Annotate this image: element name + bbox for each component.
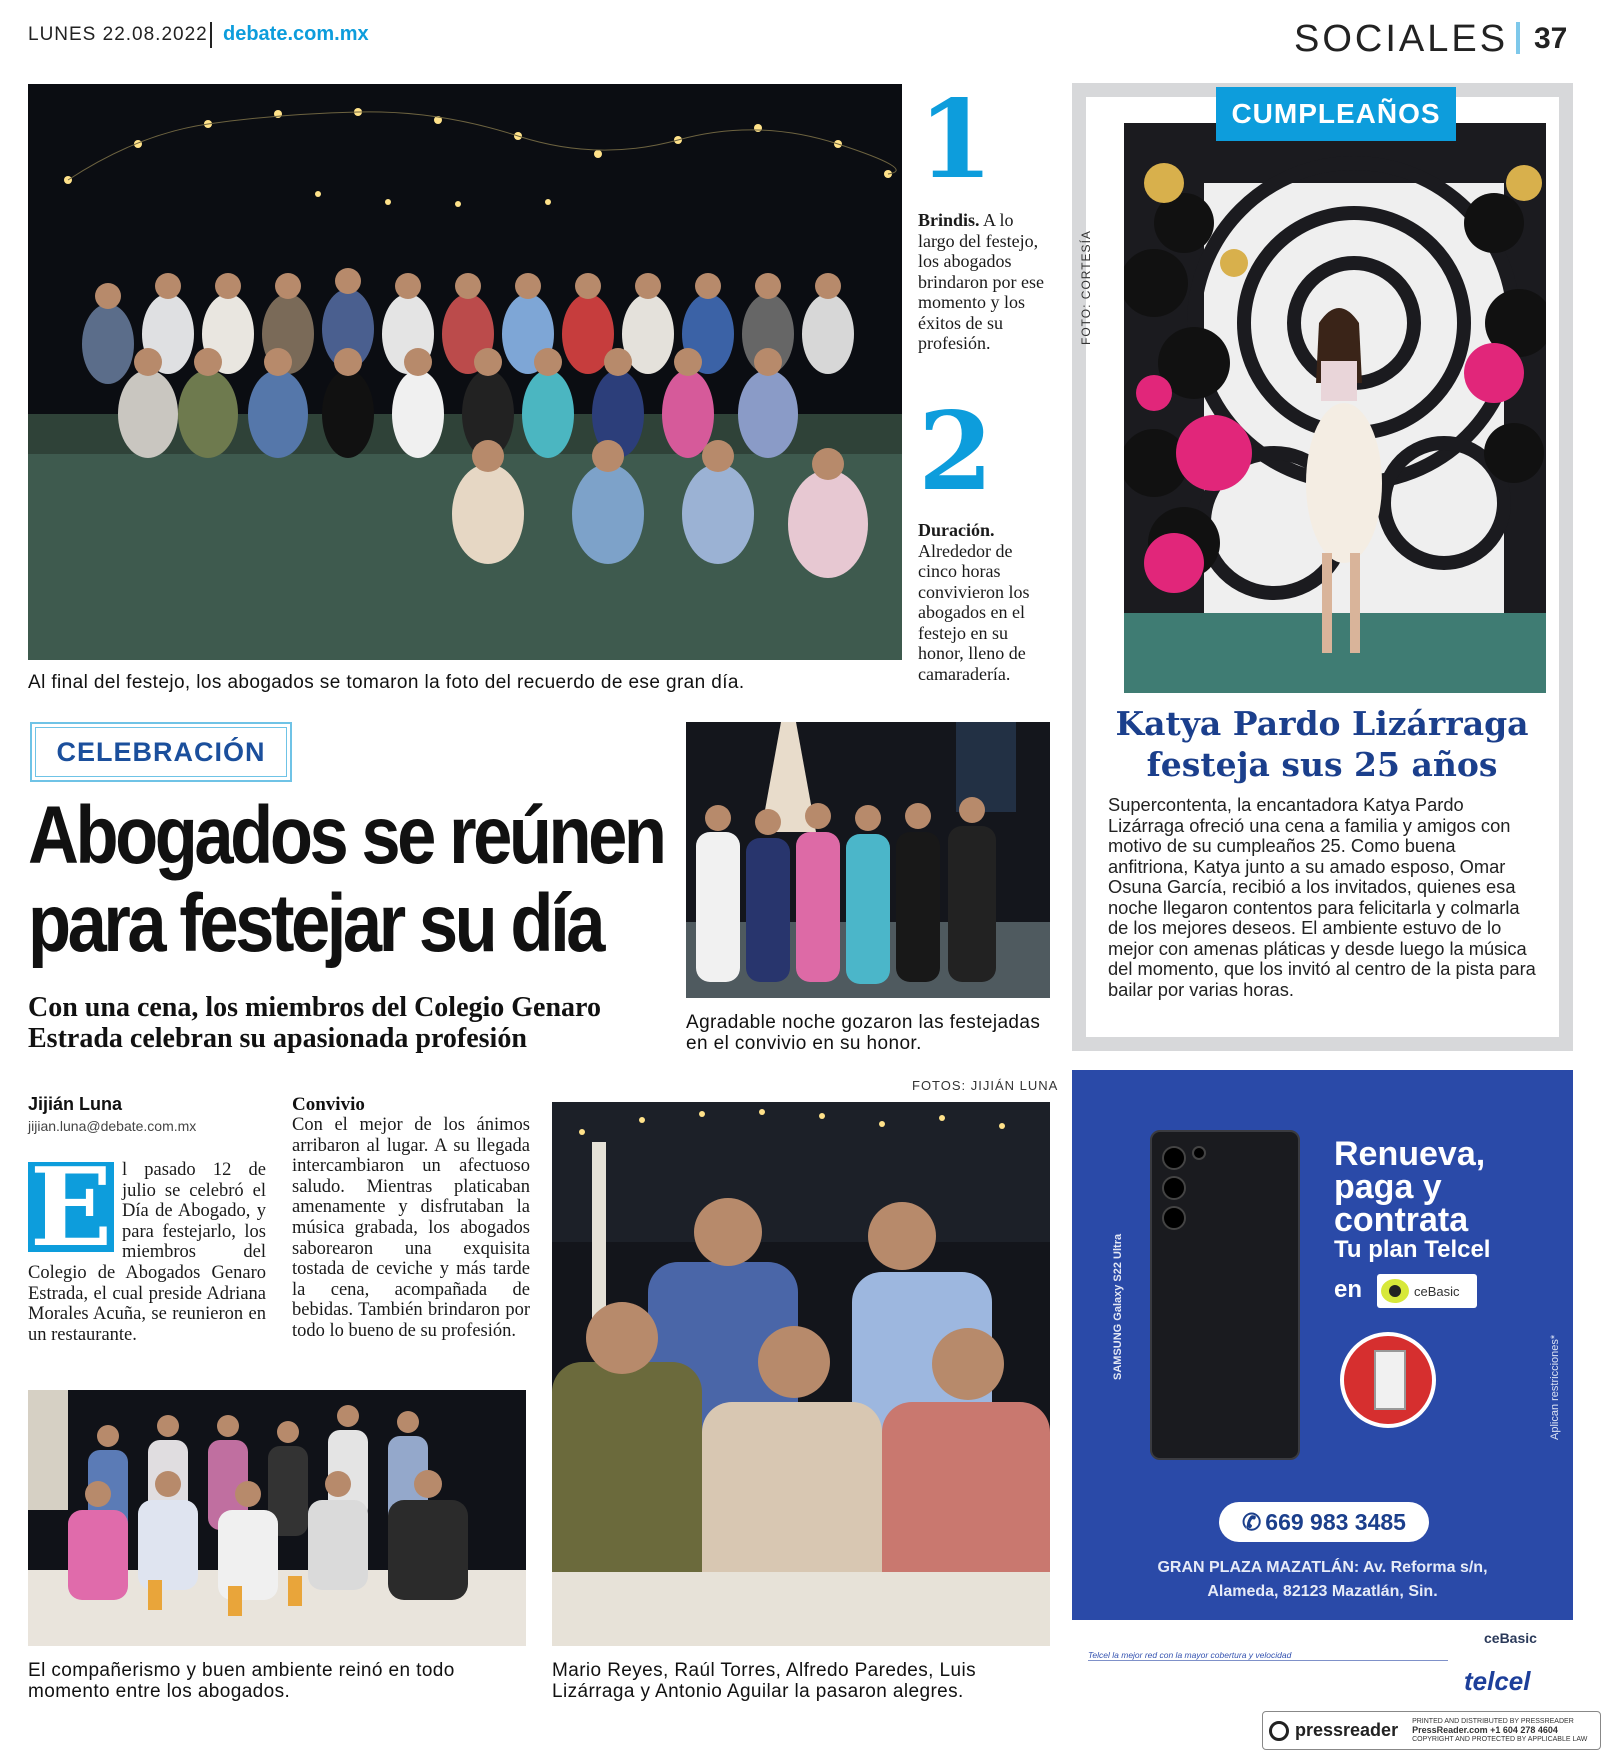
birthday-photo-credit: FOTO: CORTESÍA [1079, 230, 1093, 345]
phone-model-label: SAMSUNG Galaxy S22 Ultra [1112, 1233, 1124, 1380]
ad-tagline: Telcel la mejor red con la mayor cobertura y velocidad [1088, 1650, 1292, 1660]
birthday-title: Katya Pardo Lizárraga festeja sus 25 años [1115, 704, 1529, 784]
group-photo-caption: Al final del festejo, los abogados se tomaron la foto del recuerdo de ese gran día. [28, 672, 745, 693]
note-2-title: Duración. [918, 520, 995, 540]
cebasic-footer-logo: ceBasic [1484, 1630, 1537, 1646]
table-photo [28, 1390, 526, 1646]
five-men-photo [552, 1102, 1050, 1646]
note-2-text: Alrededor de cinco horas convivieron los abogados en el festejo en su honor, lleno de camaradería. [918, 540, 1030, 684]
headline-line-1: Abogados se reúnen [28, 790, 664, 881]
gift-box-icon [1374, 1350, 1406, 1410]
ad-address [1072, 1556, 1573, 1604]
issue-date: LUNES 22.08.2022 [28, 24, 208, 45]
author-name: Jijián Luna [28, 1094, 123, 1114]
five-men-photo-caption: Mario Reyes, Raúl Torres, Alfredo Paredes, Luis Lizárraga y Antonio Aguilar la pasaron alegres. [552, 1660, 976, 1702]
note-2 [918, 520, 1048, 684]
pressreader-line-1: PRINTED AND DISTRIBUTED BY PRESSREADER [1412, 1717, 1574, 1725]
pressreader-logo: pressreader [1295, 1720, 1399, 1740]
birthday-tag: CUMPLEAÑOS [1216, 87, 1456, 141]
ad-headline: Renueva, paga y contrata [1334, 1135, 1486, 1239]
group-photo [28, 84, 902, 660]
convivio-heading: Convivio [292, 1094, 365, 1115]
author-email[interactable]: jijian.luna@debate.com.mx [28, 1118, 197, 1134]
article-column-2 [292, 1094, 530, 1342]
cebasic-eye-icon [1381, 1279, 1409, 1303]
celebration-tag-label: CELEBRACIÓN [35, 727, 287, 777]
page-number: 37 [1534, 22, 1568, 55]
ad-subline: Tu plan Telcel [1334, 1236, 1491, 1263]
ad-en: en [1334, 1276, 1363, 1303]
pressreader-line-3: COPYRIGHT AND PROTECTED BY APPLICABLE LAW [1412, 1735, 1588, 1743]
women-photo [686, 722, 1050, 998]
cebasic-logo-text: ceBasic [1414, 1283, 1460, 1299]
camera-lens-icon [1162, 1146, 1186, 1170]
ad-restrictions: Aplican restricciones* [1549, 1334, 1561, 1440]
header-accent-bar [1516, 22, 1520, 54]
ad-phone-number-text: 669 983 3485 [1265, 1508, 1406, 1535]
article-column-1 [28, 1145, 266, 1345]
pressreader-badge[interactable] [1262, 1711, 1601, 1750]
telcel-ad[interactable] [1072, 1070, 1573, 1708]
pressreader-p-icon [1269, 1721, 1289, 1741]
note-1-title: Brindis. [918, 210, 980, 230]
dropcap-letter: E [29, 1145, 113, 1271]
pressreader-line-2-text: PressReader.com +1 604 278 4604 [1412, 1724, 1558, 1735]
ad-divider [1088, 1660, 1448, 1661]
dropcap [28, 1145, 114, 1271]
note-1 [918, 210, 1048, 354]
ad-phone-number[interactable] [1219, 1502, 1429, 1542]
table-photo-caption: El compañerismo y buen ambiente reinó en todo momento entre los abogados. [28, 1660, 455, 1702]
section-title: SOCIALES [1294, 18, 1509, 60]
cebasic-logo [1377, 1274, 1477, 1308]
birthday-sidebar-inner [1079, 97, 1559, 1037]
note-1-number: 1 [918, 77, 994, 203]
site-link[interactable]: debate.com.mx [223, 23, 369, 45]
camera-sensor-icon [1192, 1146, 1206, 1160]
ad-address-line-2: Alameda, 82123 Mazatlán, Sin. [1207, 1583, 1438, 1600]
camera-lens-icon [1162, 1206, 1186, 1230]
headline-line-2: para festejar su día [28, 878, 603, 969]
telcel-logo: telcel [1464, 1666, 1531, 1696]
article-headline [28, 790, 664, 969]
article-subhead: Con una cena, los miembros del Colegio Genaro Estrada celebran su apasionada profesión [28, 992, 601, 1054]
smartphone-image [1150, 1130, 1300, 1460]
pressreader-notice [1412, 1718, 1587, 1744]
paragraph-1: l pasado 12 de julio se celebró el Día de Abogado, y para festejarlo, los miembros del Colegio de Abogados Genaro Estrada, el cual preside Adriana Morales Acuña, se reunieron en un restaurante. [28, 1160, 266, 1345]
birthday-sidebar [1072, 83, 1573, 1051]
note-1-text: A lo largo del festejo, los abogados brindaron por ese momento y los éxitos de su profesión. [918, 210, 1044, 353]
birthday-photo [1124, 123, 1546, 693]
note-2-number: 2 [918, 389, 994, 515]
gift-badge-icon [1340, 1332, 1436, 1428]
women-photo-caption: Agradable noche gozaron las festejadas en el convivio en su honor. [686, 1012, 1041, 1054]
phone-icon: ✆ [1242, 1508, 1262, 1535]
birthday-text: Supercontenta, la encantadora Katya Pardo Lizárraga ofreció una cena a familia y amigos con motivo de su cumpleaños 25. Como buena anfitriona, Katya junto a su amado esposo, Omar Osuna García, recibió a los invitados, quienes esa noche llegaron contentos para felicitarla y colmarla de los mejores deseos. El ambiente estuvo de lo mejor con amenas pláticas y desde luego la música del momento, que los invitó al centro de la pista para bailar por varias horas. [1108, 794, 1536, 1000]
paragraph-2: Con el mejor de los ánimos arribaron al lugar. A su llegada intercambiaron un afectuoso saludo. Mientras platicaban amenamente y disfrutaban la música grabada, los abogados saborearon una exquisita tostada de ceviche y más tarde la cena, acompañada de bebidas. También brindaron por todo lo bueno de su profesión. [292, 1115, 530, 1341]
camera-lens-icon [1162, 1176, 1186, 1200]
photos-credit: FOTOS: JIJIÁN LUNA [912, 1078, 1059, 1093]
pressreader-line-2 [1412, 1726, 1587, 1736]
ad-address-line-1: GRAN PLAZA MAZATLÁN: Av. Reforma s/n, [1157, 1559, 1488, 1576]
celebration-tag [30, 722, 292, 782]
ad-footer [1072, 1620, 1573, 1708]
header-divider [210, 22, 212, 48]
